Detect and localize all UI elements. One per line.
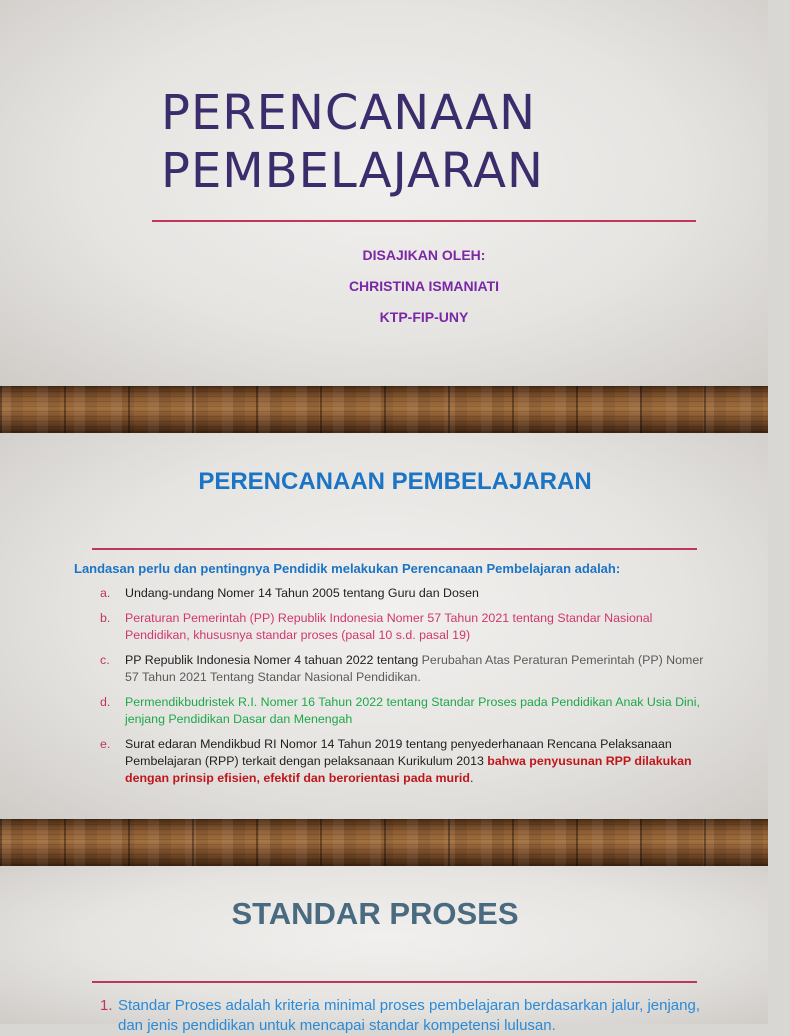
title-line-2: PEMBELAJARAN	[161, 143, 544, 199]
list-marker: b.	[100, 611, 111, 625]
list-item-text: PP Republik Indonesia Nomer 4 tahuan 2022 tentang	[125, 653, 422, 667]
presenter-block	[152, 246, 696, 339]
presenter-affiliation: KTP-FIP-UNY	[379, 309, 469, 325]
slide-2[interactable]	[0, 433, 768, 819]
list-item	[100, 610, 720, 644]
list-marker: e.	[100, 737, 111, 751]
list-marker: c.	[100, 653, 110, 667]
list-item-text: Undang-undang Nomer 14 Tahun 2005 tentang Guru dan Dosen	[125, 586, 479, 600]
list-item	[100, 694, 720, 728]
slide-1[interactable]	[0, 0, 768, 386]
list-item-emphasis: bahwa penyusunan RPP dilakukan dengan prinsip efisien, efektif dan berorientasi pada murid	[125, 754, 692, 785]
presenter-label: DISAJIKAN OLEH:	[362, 247, 486, 263]
wood-divider	[0, 386, 768, 433]
slide-1-title	[161, 84, 544, 200]
slide-3-title: STANDAR PROSES	[231, 896, 519, 931]
list-item-text: Peraturan Pemerintah (PP) Republik Indonesia Nomer 57 Tahun 2021 tentang Standar Nasional Pendidikan, khususnya standar proses (pasal 10 s.d. pasal 19)	[125, 611, 653, 642]
slide-2-title: PERENCANAAN PEMBELAJARAN	[198, 468, 592, 495]
list-item	[100, 585, 720, 602]
title-divider	[92, 981, 697, 983]
title-line-1: PERENCANAAN	[161, 85, 537, 141]
list-item-text: Permendikbudristek R.I. Nomer 16 Tahun 2022 tentang Standar Proses pada Pendidikan Anak Usia Dini, jenjang Pendidikan Dasar dan Menengah	[125, 695, 700, 726]
list-item	[100, 736, 720, 787]
title-divider	[152, 220, 696, 222]
list-marker: d.	[100, 695, 111, 709]
presenter-name: CHRISTINA ISMANIATI	[348, 278, 500, 294]
standar-list	[100, 996, 720, 1036]
wood-divider	[0, 819, 768, 866]
title-divider	[92, 548, 697, 550]
intro-text: Landasan perlu dan pentingnya Pendidik melakukan Perencanaan Pembelajaran adalah:	[74, 561, 621, 576]
list-item-text: Surat edaran Mendikbud RI Nomor 14 Tahun 2019 tentang penyederhanaan Rencana Pelaksanaan Pembelajaran (RPP) terkait dengan pelaksanaan Kurikulum 2013	[125, 737, 672, 768]
slide-3[interactable]	[0, 866, 768, 1034]
list-item-text: Standar Proses adalah kriteria minimal proses pembelajaran berdasarkan jalur, jenjang, dan jenis pendidikan untuk mencapai standar kompetensi lulusan.	[118, 997, 700, 1034]
landasan-list	[100, 585, 720, 795]
list-marker: a.	[100, 586, 111, 600]
list-item	[100, 652, 720, 686]
list-item-period: .	[469, 771, 474, 785]
list-item	[100, 996, 720, 1036]
list-marker: 1.	[100, 997, 113, 1014]
list-item-text-continued: Perubahan Atas Peraturan Pemerintah (PP) Nomer 57 Tahun 2021 Tentang Standar Nasional Pendidikan.	[125, 653, 704, 684]
